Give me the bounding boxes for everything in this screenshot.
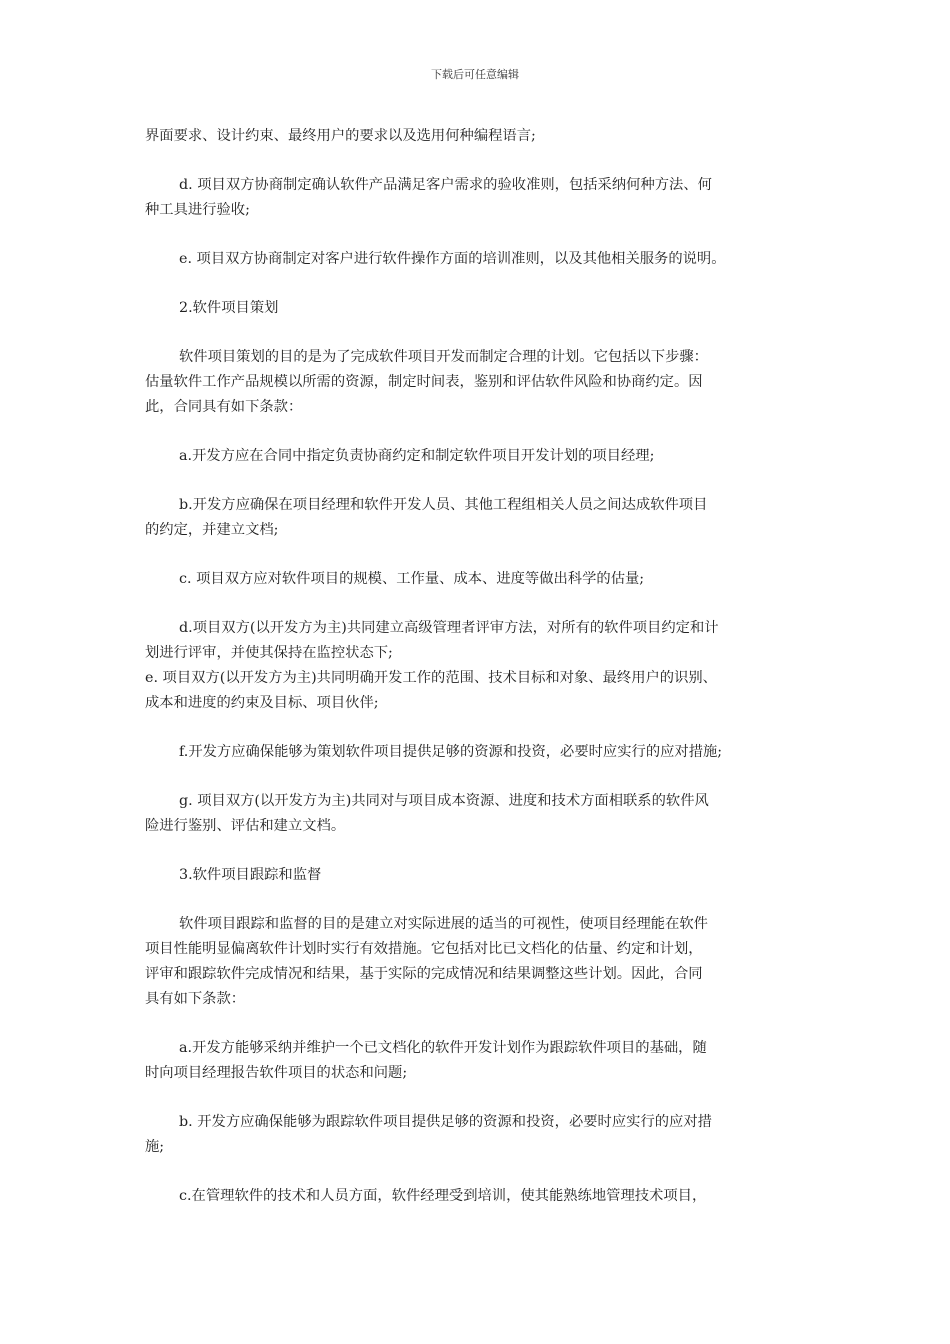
section-heading: 3.软件项目跟踪和监督 [179, 867, 322, 883]
text-line: 划进行评审，并使其保持在监控状态下; [145, 645, 393, 661]
text-line: 项目性能明显偏离软件计划时实行有效措施。它包括对比已文档化的估量、约定和计划， [145, 941, 703, 957]
text-line: d.项目双方(以开发方为主)共同建立高级管理者评审方法，对所有的软件项目约定和计 [179, 620, 719, 636]
text-line: a.开发方应在合同中指定负责协商约定和制定软件项目开发计划的项目经理; [179, 448, 655, 464]
text-line: 种工具进行验收; [145, 202, 250, 218]
text-line: 评审和跟踪软件完成情况和结果，基于实际的完成情况和结果调整这些计划。因此，合同 [145, 966, 703, 982]
text-line: e. 项目双方(以开发方为主)共同明确开发工作的范围、技术目标和对象、最终用户的识别、 [145, 670, 717, 686]
text-line: b.开发方应确保在项目经理和软件开发人员、其他工程组相关人员之间达成软件项目 [179, 497, 708, 513]
text-line: e. 项目双方协商制定对客户进行软件操作方面的培训准则，以及其他相关服务的说明。 [179, 251, 726, 267]
text-line: 施; [145, 1139, 165, 1155]
text-line: c.在管理软件的技术和人员方面，软件经理受到培训，使其能熟练地管理技术项目， [179, 1188, 707, 1204]
text-line: 险进行鉴别、评估和建立文档。 [145, 818, 346, 834]
text-line: c. 项目双方应对软件项目的规模、工作量、成本、进度等做出科学的估量; [179, 571, 645, 587]
text-line: d. 项目双方协商制定确认软件产品满足客户需求的验收准则，包括采纳何种方法、何 [179, 177, 712, 193]
document-body [145, 124, 815, 1209]
text-line: 软件项目跟踪和监督的目的是建立对实际进展的适当的可视性，使项目经理能在软件 [179, 916, 708, 932]
text-line: b. 开发方应确保能够为跟踪软件项目提供足够的资源和投资，必要时应实行的应对措 [179, 1114, 712, 1130]
text-line: 此，合同具有如下条款： [145, 399, 303, 415]
text-line: 估量软件工作产品规模以所需的资源，制定时间表，鉴别和评估软件风险和协商约定。因 [145, 374, 703, 390]
text-line: 时向项目经理报告软件项目的状态和问题; [145, 1065, 408, 1081]
text-line: a.开发方能够采纳并维护一个已文档化的软件开发计划作为跟踪软件项目的基础，随 [179, 1040, 707, 1056]
text-line: 成本和进度的约束及目标、项目伙伴; [145, 695, 379, 711]
text-line: 界面要求、设计约束、最终用户的要求以及选用何种编程语言; [145, 128, 536, 144]
text-line: 软件项目策划的目的是为了完成软件项目开发而制定合理的计划。它包括以下步骤： [179, 349, 708, 365]
page-header: 下载后可任意编辑 [431, 68, 519, 81]
text-line: 的约定，并建立文档; [145, 522, 279, 538]
text-line: 具有如下条款： [145, 991, 246, 1007]
section-heading: 2.软件项目策划 [179, 300, 279, 316]
text-line: g. 项目双方(以开发方为主)共同对与项目成本资源、进度和技术方面相联系的软件风 [179, 793, 709, 809]
text-line: f.开发方应确保能够为策划软件项目提供足够的资源和投资，必要时应实行的应对措施; [179, 744, 723, 760]
